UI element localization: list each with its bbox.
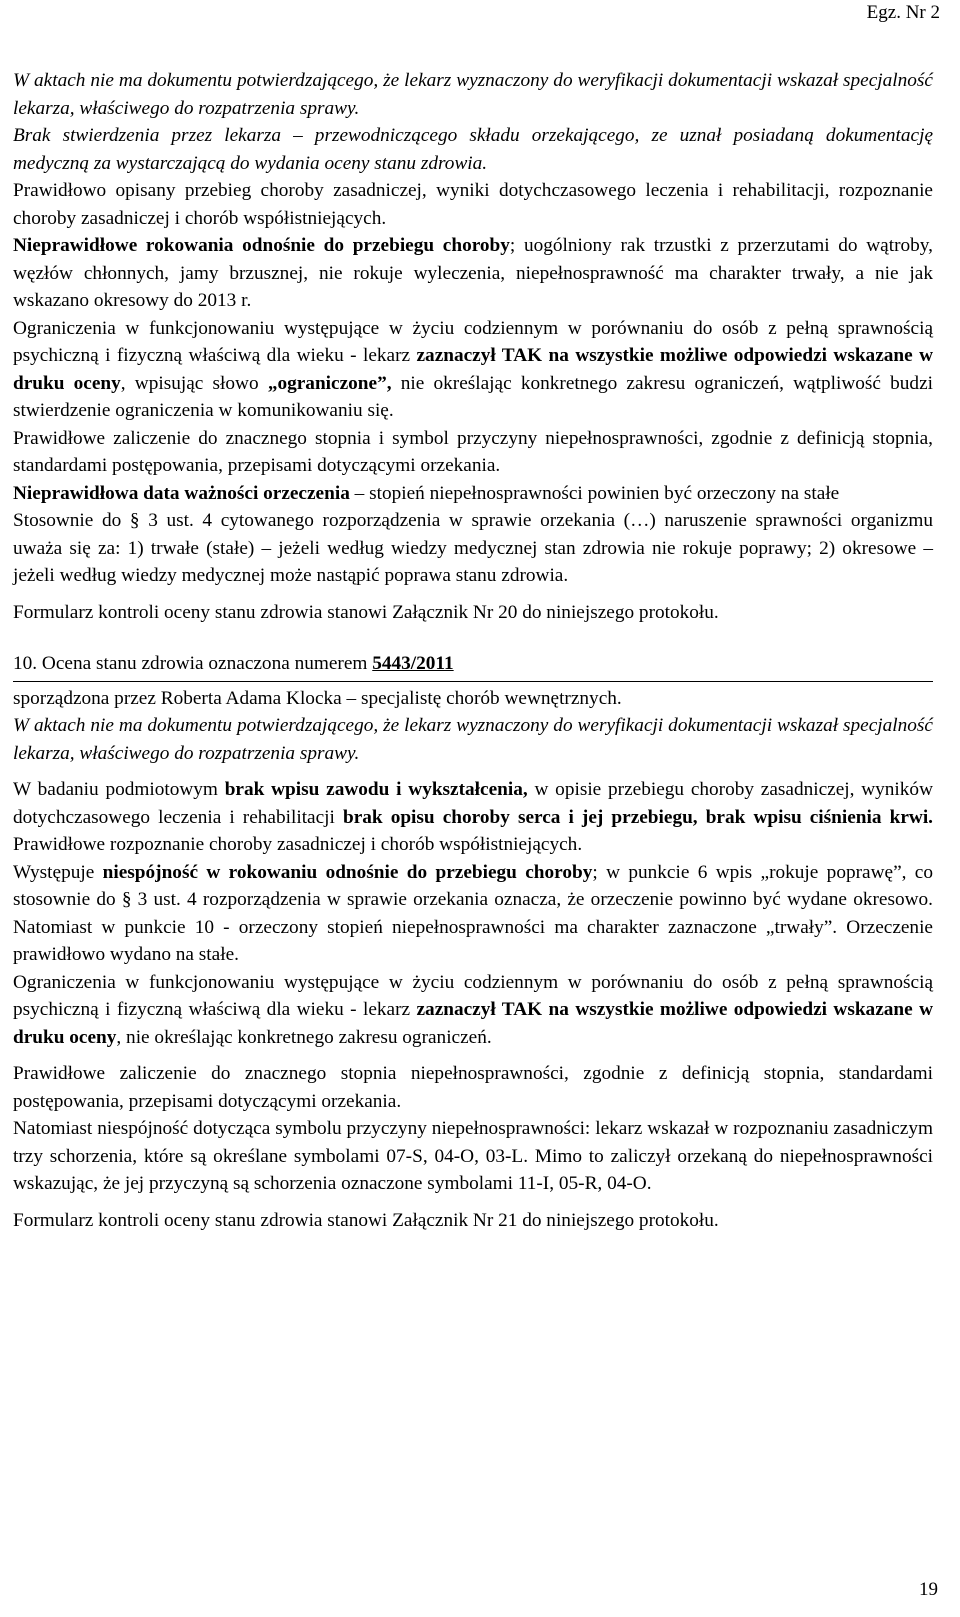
exam-bold-a: brak wpisu zawodu i wykształcenia, [224, 779, 528, 800]
exam-text-c: Prawidłowe rozpoznanie choroby zasadniczej i chorób współistniejących. [13, 834, 583, 855]
inconsistency-bold: niespójność w rokowaniu odnośnie do przebiegu choroby [102, 861, 593, 883]
paragraph-limitations-2 [13, 969, 933, 1052]
exam-text-b: w opisie przebiegu choroby zasadniczej, wyników dotychczasowego leczenia i rehabilitacji [13, 779, 933, 828]
paragraph-degree: Prawidłowe zaliczenie do znacznego stopnia i symbol przyczyny niepełnosprawności, zgodnie z definicją stopnia, standardami postępowania, przepisami dotyczącymi orzekania. [13, 427, 933, 476]
paragraph-prognosis [13, 232, 933, 315]
paragraph-regulation: Stosownie do § 3 ust. 4 cytowanego rozporządzenia w sprawie orzekania (…) naruszenie sprawności organizmu uważa się za: 1) trwałe (stałe) – jeżeli według wiedzy medycznej stan zdrowia nie rokuje poprawy; 2) okresowe – jeżeli według wiedzy medycznej może nastąpić poprawa stanu zdrowia. [13, 510, 933, 586]
paragraph-inconsistency [13, 859, 933, 969]
paragraph-missing-specialist-2: W aktach nie ma dokumentu potwierdzającego, że lekarz wyznaczony do weryfikacji dokumentacji wskazał specjalność lekarza, właściwego do rozpatrzenia sprawy. [13, 715, 933, 764]
limitations2-bold: zaznaczył TAK na wszystkie możliwe odpowiedzi wskazane w druku oceny [13, 999, 934, 1048]
heading-prefix: 10. Ocena stanu zdrowia oznaczona numerem [13, 653, 373, 674]
limitations-bold-b: „ograniczone”, [267, 372, 392, 394]
paragraph-attachment-20: Formularz kontroli oceny stanu zdrowia stanowi Załącznik Nr 20 do niniejszego protokołu. [13, 601, 719, 623]
paragraph-missing-specialist: W aktach nie ma dokumentu potwierdzającego, że lekarz wyznaczony do weryfikacji dokumentacji wskazał specjalność lekarza, właściwego do rozpatrzenia sprawy. [13, 70, 933, 119]
section-divider [13, 681, 933, 682]
paragraph-limitations [13, 315, 933, 425]
heading-number: 5443/2011 [372, 653, 454, 674]
validity-text: – stopień niepełnosprawności powinien być orzeczony na stałe [349, 482, 840, 504]
paragraph-degree-2: Prawidłowe zaliczenie do znacznego stopnia niepełnosprawności, zgodnie z definicją stopnia, standardami postępowania, przepisami dotyczącymi orzekania. [13, 1063, 933, 1112]
paragraph-validity-date [13, 480, 933, 508]
paragraph-missing-statement: Brak stwierdzenia przez lekarza – przewodniczącego składu orzekającego, ze uznał posiadaną dokumentację medyczną za wystarczającą do wydania oceny stanu zdrowia. [13, 125, 933, 174]
inconsistency-text-a: Występuje [13, 861, 103, 883]
exam-bold-b: brak opisu choroby serca i jej przebiegu, brak wpisu ciśnienia krwi. [342, 806, 933, 828]
prognosis-bold: Nieprawidłowe rokowania odnośnie do przebiegu choroby [13, 235, 510, 256]
exam-text-a: W badaniu podmiotowym [13, 779, 225, 800]
paragraph-subjective-exam [13, 776, 933, 859]
paragraph-attachment-21: Formularz kontroli oceny stanu zdrowia stanowi Załącznik Nr 21 do niniejszego protokołu. [13, 1209, 719, 1231]
page-number: 19 [919, 1579, 938, 1600]
copy-number-label: Egz. Nr 2 [866, 2, 940, 23]
limitations-bold-a: zaznaczył TAK na wszystkie możliwe odpowiedzi wskazane w druku oceny [13, 345, 934, 394]
section-heading-10 [13, 650, 933, 678]
limitations2-text-b: , nie określając konkretnego zakresu ograniczeń. [116, 1026, 492, 1048]
prognosis-text: ; uogólniony rak trzustki z przerzutami do wątroby, węzłów chłonnych, jamy brzusznej, nie rokuje wyleczenia, niepełnosprawność ma charakter trwały, a nie jak wskazano okresowy do 2013 r. [13, 235, 933, 311]
paragraph-symbol-inconsistency: Natomiast niespójność dotycząca symbolu przyczyny niepełnosprawności: lekarz wskazał w rozpoznaniu zasadniczym trzy schorzenia, które są określane symbolami 07-S, 04-O, 03-L. Mimo to zaliczył orzekaną do niepełnosprawności wskazując, że jej przyczyną są schorzenia oznaczone symbolami 11-I, 05-R, 04-O. [13, 1118, 933, 1194]
paragraph-author: sporządzona przez Roberta Adama Klocka – specjalistę chorób wewnętrznych. [13, 687, 622, 709]
document-body [13, 67, 933, 1234]
inconsistency-text-b: ; w punkcie 6 wpis „rokuje poprawę”, co stosownie do § 3 ust. 4 rozporządzenia w sprawie orzekania oznacza, że orzeczenie powinno być wydane okresowo. Natomiast w punkcie 10 - orzeczony stopień niepełnosprawności ma charakter zaznaczone „trwały”. Orzeczenie prawidłowo wydano na stałe. [13, 861, 933, 965]
limitations-text-a: Ograniczenia w funkcjonowaniu występujące w życiu codziennym w porównaniu do osób z pełną sprawnością psychiczną i fizyczną właściwą dla wieku - lekarz [13, 317, 933, 366]
paragraph-disease-course: Prawidłowo opisany przebieg choroby zasadniczej, wyniki dotychczasowego leczenia i rehabilitacji, rozpoznanie choroby zasadniczej i chorób współistniejących. [13, 180, 933, 229]
limitations-text-b: , wpisując słowo [120, 372, 268, 394]
limitations-text-c: nie określając konkretnego zakresu ograniczeń, wątpliwość budzi stwierdzenie ograniczenia w komunikowaniu się. [13, 372, 933, 421]
validity-bold: Nieprawidłowa data ważności orzeczenia [13, 482, 350, 504]
limitations2-text-a: Ograniczenia w funkcjonowaniu występujące w życiu codziennym w porównaniu do osób z pełną sprawnością psychiczną i fizyczną właściwą dla wieku - lekarz [13, 971, 933, 1020]
